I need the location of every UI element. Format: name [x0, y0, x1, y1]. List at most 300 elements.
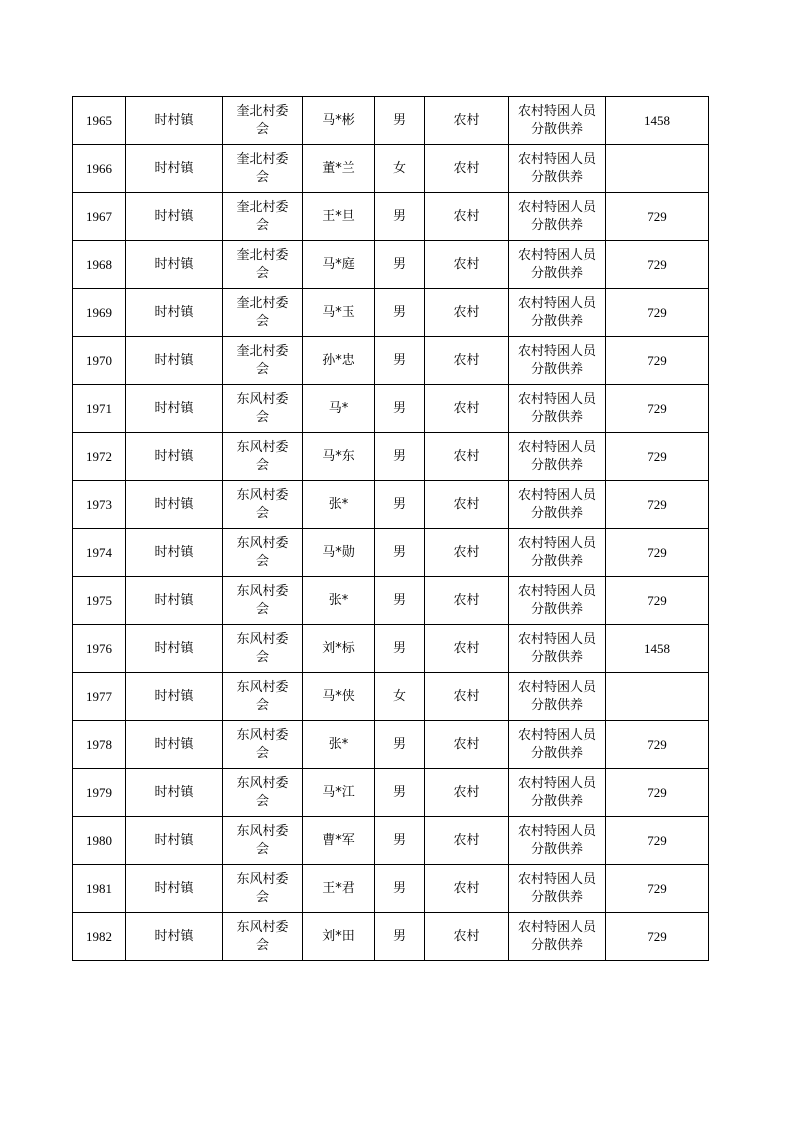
- village-cell: [223, 625, 303, 673]
- area-text: 农村: [453, 400, 480, 416]
- table-row: [73, 337, 709, 385]
- category-text: 农村特困人员分散供养: [517, 487, 596, 521]
- category-cell: [509, 577, 606, 625]
- village-cell: [223, 769, 303, 817]
- name-text: 马*江: [322, 784, 355, 800]
- name-cell: [303, 769, 375, 817]
- amount-text: 729: [647, 208, 667, 224]
- category-cell: [509, 193, 606, 241]
- town-cell: [126, 769, 223, 817]
- amount-cell: [606, 865, 709, 913]
- town-cell: [126, 145, 223, 193]
- village-text: 东风村委会: [236, 727, 289, 761]
- town-text: 时村镇: [154, 112, 194, 128]
- gender-text: 男: [392, 928, 406, 944]
- area-text: 农村: [453, 352, 480, 368]
- town-text: 时村镇: [154, 688, 194, 704]
- amount-cell: [606, 817, 709, 865]
- category-cell: [509, 721, 606, 769]
- amount-text: 729: [647, 832, 667, 848]
- gender-text: 男: [392, 304, 406, 320]
- area-cell: [425, 481, 509, 529]
- amount-text: 729: [647, 256, 667, 272]
- id-cell: [73, 97, 126, 145]
- category-text: 农村特困人员分散供养: [517, 919, 596, 953]
- town-text: 时村镇: [154, 208, 194, 224]
- id-text: 1973: [86, 496, 112, 512]
- town-text: 时村镇: [154, 736, 194, 752]
- category-text: 农村特困人员分散供养: [517, 871, 596, 905]
- name-cell: [303, 625, 375, 673]
- category-cell: [509, 673, 606, 721]
- amount-text: 729: [647, 448, 667, 464]
- area-text: 农村: [453, 928, 480, 944]
- village-cell: [223, 145, 303, 193]
- village-cell: [223, 433, 303, 481]
- name-cell: [303, 241, 375, 289]
- name-text: 张*: [328, 592, 349, 608]
- id-cell: [73, 193, 126, 241]
- gender-text: 男: [392, 880, 406, 896]
- village-text: 东风村委会: [236, 775, 289, 809]
- table-body: [73, 97, 709, 961]
- category-cell: [509, 817, 606, 865]
- area-cell: [425, 193, 509, 241]
- village-text: 奎北村委会: [236, 103, 289, 137]
- town-cell: [126, 625, 223, 673]
- town-cell: [126, 817, 223, 865]
- name-cell: [303, 817, 375, 865]
- area-cell: [425, 241, 509, 289]
- name-cell: [303, 289, 375, 337]
- gender-text: 女: [392, 688, 406, 704]
- name-cell: [303, 577, 375, 625]
- id-cell: [73, 625, 126, 673]
- table-row: [73, 385, 709, 433]
- amount-cell: [606, 193, 709, 241]
- gender-text: 男: [392, 112, 406, 128]
- name-cell: [303, 673, 375, 721]
- village-cell: [223, 817, 303, 865]
- gender-text: 男: [392, 640, 406, 656]
- amount-text: 1458: [644, 640, 670, 656]
- amount-cell: [606, 529, 709, 577]
- village-text: 东风村委会: [236, 535, 289, 569]
- area-text: 农村: [453, 256, 480, 272]
- gender-cell: [375, 481, 425, 529]
- village-text: 奎北村委会: [236, 295, 289, 329]
- category-text: 农村特困人员分散供养: [517, 343, 596, 377]
- id-cell: [73, 289, 126, 337]
- gender-cell: [375, 721, 425, 769]
- gender-text: 男: [392, 256, 406, 272]
- gender-cell: [375, 193, 425, 241]
- id-text: 1966: [86, 160, 112, 176]
- area-cell: [425, 145, 509, 193]
- amount-text: 729: [647, 400, 667, 416]
- amount-cell: [606, 433, 709, 481]
- name-text: 董*兰: [322, 160, 355, 176]
- village-text: 东风村委会: [236, 487, 289, 521]
- name-text: 王*旦: [322, 208, 355, 224]
- id-text: 1967: [86, 208, 112, 224]
- area-cell: [425, 721, 509, 769]
- name-cell: [303, 145, 375, 193]
- area-cell: [425, 625, 509, 673]
- category-cell: [509, 433, 606, 481]
- table-row: [73, 673, 709, 721]
- gender-text: 男: [392, 400, 406, 416]
- id-cell: [73, 433, 126, 481]
- name-text: 张*: [328, 496, 349, 512]
- amount-text: 729: [647, 880, 667, 896]
- category-cell: [509, 865, 606, 913]
- id-cell: [73, 817, 126, 865]
- id-text: 1982: [86, 928, 112, 944]
- gender-text: 男: [392, 544, 406, 560]
- gender-text: 男: [392, 832, 406, 848]
- town-text: 时村镇: [154, 592, 194, 608]
- town-text: 时村镇: [154, 784, 194, 800]
- table-row: [73, 769, 709, 817]
- id-text: 1977: [86, 688, 112, 704]
- name-text: 马*: [328, 400, 349, 416]
- name-text: 曹*军: [322, 832, 355, 848]
- id-cell: [73, 769, 126, 817]
- town-cell: [126, 913, 223, 961]
- category-text: 农村特困人员分散供养: [517, 679, 596, 713]
- village-text: 东风村委会: [236, 871, 289, 905]
- town-text: 时村镇: [154, 160, 194, 176]
- amount-cell: [606, 577, 709, 625]
- name-text: 马*勋: [322, 544, 355, 560]
- name-text: 张*: [328, 736, 349, 752]
- amount-cell: [606, 625, 709, 673]
- area-text: 农村: [453, 160, 480, 176]
- id-text: 1970: [86, 352, 112, 368]
- town-text: 时村镇: [154, 496, 194, 512]
- village-cell: [223, 673, 303, 721]
- town-cell: [126, 721, 223, 769]
- id-text: 1971: [86, 400, 112, 416]
- gender-text: 男: [392, 448, 406, 464]
- area-text: 农村: [453, 832, 480, 848]
- town-cell: [126, 241, 223, 289]
- village-cell: [223, 241, 303, 289]
- assistance-table: [72, 96, 709, 961]
- gender-cell: [375, 625, 425, 673]
- town-text: 时村镇: [154, 640, 194, 656]
- area-cell: [425, 913, 509, 961]
- name-cell: [303, 337, 375, 385]
- amount-cell: [606, 481, 709, 529]
- name-cell: [303, 529, 375, 577]
- gender-text: 男: [392, 736, 406, 752]
- area-text: 农村: [453, 736, 480, 752]
- area-cell: [425, 865, 509, 913]
- amount-text: 729: [647, 496, 667, 512]
- town-text: 时村镇: [154, 304, 194, 320]
- area-cell: [425, 817, 509, 865]
- gender-cell: [375, 241, 425, 289]
- category-text: 农村特困人员分散供养: [517, 247, 596, 281]
- table-row: [73, 481, 709, 529]
- id-cell: [73, 385, 126, 433]
- town-text: 时村镇: [154, 832, 194, 848]
- id-text: 1975: [86, 592, 112, 608]
- gender-cell: [375, 817, 425, 865]
- id-cell: [73, 241, 126, 289]
- town-text: 时村镇: [154, 352, 194, 368]
- village-text: 东风村委会: [236, 919, 289, 953]
- category-text: 农村特困人员分散供养: [517, 295, 596, 329]
- id-text: 1965: [86, 112, 112, 128]
- category-cell: [509, 385, 606, 433]
- town-text: 时村镇: [154, 544, 194, 560]
- category-cell: [509, 529, 606, 577]
- category-text: 农村特困人员分散供养: [517, 391, 596, 425]
- area-text: 农村: [453, 544, 480, 560]
- category-text: 农村特困人员分散供养: [517, 151, 596, 185]
- id-cell: [73, 673, 126, 721]
- area-text: 农村: [453, 304, 480, 320]
- gender-cell: [375, 769, 425, 817]
- name-text: 马*庭: [322, 256, 355, 272]
- area-cell: [425, 577, 509, 625]
- village-cell: [223, 337, 303, 385]
- table-row: [73, 865, 709, 913]
- amount-text: 729: [647, 592, 667, 608]
- amount-cell: [606, 337, 709, 385]
- name-cell: [303, 433, 375, 481]
- gender-cell: [375, 865, 425, 913]
- area-cell: [425, 769, 509, 817]
- gender-cell: [375, 337, 425, 385]
- table-row: [73, 433, 709, 481]
- town-cell: [126, 577, 223, 625]
- village-text: 东风村委会: [236, 631, 289, 665]
- table-row: [73, 193, 709, 241]
- name-text: 孙*忠: [322, 352, 355, 368]
- category-text: 农村特困人员分散供养: [517, 103, 596, 137]
- gender-text: 女: [392, 160, 406, 176]
- category-cell: [509, 481, 606, 529]
- gender-cell: [375, 913, 425, 961]
- name-text: 马*彬: [322, 112, 355, 128]
- id-cell: [73, 913, 126, 961]
- name-text: 刘*标: [322, 640, 355, 656]
- village-cell: [223, 721, 303, 769]
- amount-text: 729: [647, 736, 667, 752]
- gender-text: 男: [392, 208, 406, 224]
- category-cell: [509, 913, 606, 961]
- town-cell: [126, 193, 223, 241]
- name-cell: [303, 97, 375, 145]
- category-cell: [509, 289, 606, 337]
- category-text: 农村特困人员分散供养: [517, 583, 596, 617]
- id-text: 1968: [86, 256, 112, 272]
- amount-cell: [606, 721, 709, 769]
- area-text: 农村: [453, 112, 480, 128]
- village-text: 东风村委会: [236, 391, 289, 425]
- name-text: 马*玉: [322, 304, 355, 320]
- amount-cell: [606, 289, 709, 337]
- table-row: [73, 145, 709, 193]
- village-text: 东风村委会: [236, 823, 289, 857]
- amount-text: 729: [647, 928, 667, 944]
- town-cell: [126, 289, 223, 337]
- amount-cell: [606, 145, 709, 193]
- category-cell: [509, 241, 606, 289]
- amount-text: 1458: [644, 112, 670, 128]
- area-text: 农村: [453, 592, 480, 608]
- table-row: [73, 817, 709, 865]
- table-row: [73, 97, 709, 145]
- village-text: 奎北村委会: [236, 343, 289, 377]
- table-row: [73, 241, 709, 289]
- village-text: 奎北村委会: [236, 247, 289, 281]
- gender-cell: [375, 289, 425, 337]
- gender-cell: [375, 385, 425, 433]
- gender-text: 男: [392, 784, 406, 800]
- amount-text: 729: [647, 544, 667, 560]
- amount-cell: [606, 241, 709, 289]
- town-text: 时村镇: [154, 928, 194, 944]
- amount-cell: [606, 673, 709, 721]
- gender-cell: [375, 673, 425, 721]
- village-cell: [223, 385, 303, 433]
- area-cell: [425, 385, 509, 433]
- gender-cell: [375, 577, 425, 625]
- area-text: 农村: [453, 880, 480, 896]
- table-row: [73, 913, 709, 961]
- name-cell: [303, 385, 375, 433]
- id-cell: [73, 865, 126, 913]
- name-text: 马*东: [322, 448, 355, 464]
- village-cell: [223, 865, 303, 913]
- category-text: 农村特困人员分散供养: [517, 439, 596, 473]
- area-cell: [425, 289, 509, 337]
- id-cell: [73, 577, 126, 625]
- category-text: 农村特困人员分散供养: [517, 775, 596, 809]
- amount-cell: [606, 385, 709, 433]
- town-cell: [126, 865, 223, 913]
- id-cell: [73, 481, 126, 529]
- id-text: 1974: [86, 544, 112, 560]
- name-cell: [303, 721, 375, 769]
- gender-text: 男: [392, 496, 406, 512]
- category-cell: [509, 625, 606, 673]
- town-cell: [126, 97, 223, 145]
- area-text: 农村: [453, 496, 480, 512]
- village-cell: [223, 481, 303, 529]
- village-cell: [223, 577, 303, 625]
- name-cell: [303, 865, 375, 913]
- town-cell: [126, 385, 223, 433]
- name-text: 王*君: [322, 880, 355, 896]
- area-cell: [425, 433, 509, 481]
- name-cell: [303, 481, 375, 529]
- village-text: 东风村委会: [236, 583, 289, 617]
- category-text: 农村特困人员分散供养: [517, 631, 596, 665]
- category-text: 农村特困人员分散供养: [517, 823, 596, 857]
- table-row: [73, 625, 709, 673]
- village-text: 东风村委会: [236, 439, 289, 473]
- amount-text: 729: [647, 352, 667, 368]
- category-cell: [509, 769, 606, 817]
- town-text: 时村镇: [154, 880, 194, 896]
- village-text: 东风村委会: [236, 679, 289, 713]
- area-text: 农村: [453, 688, 480, 704]
- amount-text: 729: [647, 304, 667, 320]
- amount-text: 729: [647, 784, 667, 800]
- village-cell: [223, 97, 303, 145]
- town-cell: [126, 433, 223, 481]
- id-text: 1969: [86, 304, 112, 320]
- town-cell: [126, 529, 223, 577]
- table-row: [73, 577, 709, 625]
- category-text: 农村特困人员分散供养: [517, 535, 596, 569]
- table-row: [73, 529, 709, 577]
- gender-cell: [375, 145, 425, 193]
- id-text: 1972: [86, 448, 112, 464]
- area-text: 农村: [453, 208, 480, 224]
- village-cell: [223, 913, 303, 961]
- id-cell: [73, 721, 126, 769]
- id-text: 1978: [86, 736, 112, 752]
- village-text: 奎北村委会: [236, 199, 289, 233]
- id-text: 1976: [86, 640, 112, 656]
- gender-cell: [375, 529, 425, 577]
- table-row: [73, 289, 709, 337]
- gender-cell: [375, 433, 425, 481]
- category-text: 农村特困人员分散供养: [517, 199, 596, 233]
- area-cell: [425, 529, 509, 577]
- amount-cell: [606, 913, 709, 961]
- category-cell: [509, 337, 606, 385]
- amount-cell: [606, 97, 709, 145]
- village-cell: [223, 529, 303, 577]
- gender-cell: [375, 97, 425, 145]
- name-text: 马*侠: [322, 688, 355, 704]
- village-text: 奎北村委会: [236, 151, 289, 185]
- name-text: 刘*田: [322, 928, 355, 944]
- table-row: [73, 721, 709, 769]
- town-cell: [126, 673, 223, 721]
- area-cell: [425, 337, 509, 385]
- id-cell: [73, 337, 126, 385]
- town-text: 时村镇: [154, 256, 194, 272]
- town-cell: [126, 337, 223, 385]
- town-text: 时村镇: [154, 448, 194, 464]
- area-text: 农村: [453, 784, 480, 800]
- town-text: 时村镇: [154, 400, 194, 416]
- village-cell: [223, 193, 303, 241]
- town-cell: [126, 481, 223, 529]
- name-cell: [303, 193, 375, 241]
- id-cell: [73, 145, 126, 193]
- id-text: 1981: [86, 880, 112, 896]
- village-cell: [223, 289, 303, 337]
- id-text: 1980: [86, 832, 112, 848]
- name-cell: [303, 913, 375, 961]
- gender-text: 男: [392, 352, 406, 368]
- id-text: 1979: [86, 784, 112, 800]
- gender-text: 男: [392, 592, 406, 608]
- area-cell: [425, 97, 509, 145]
- category-cell: [509, 97, 606, 145]
- amount-cell: [606, 769, 709, 817]
